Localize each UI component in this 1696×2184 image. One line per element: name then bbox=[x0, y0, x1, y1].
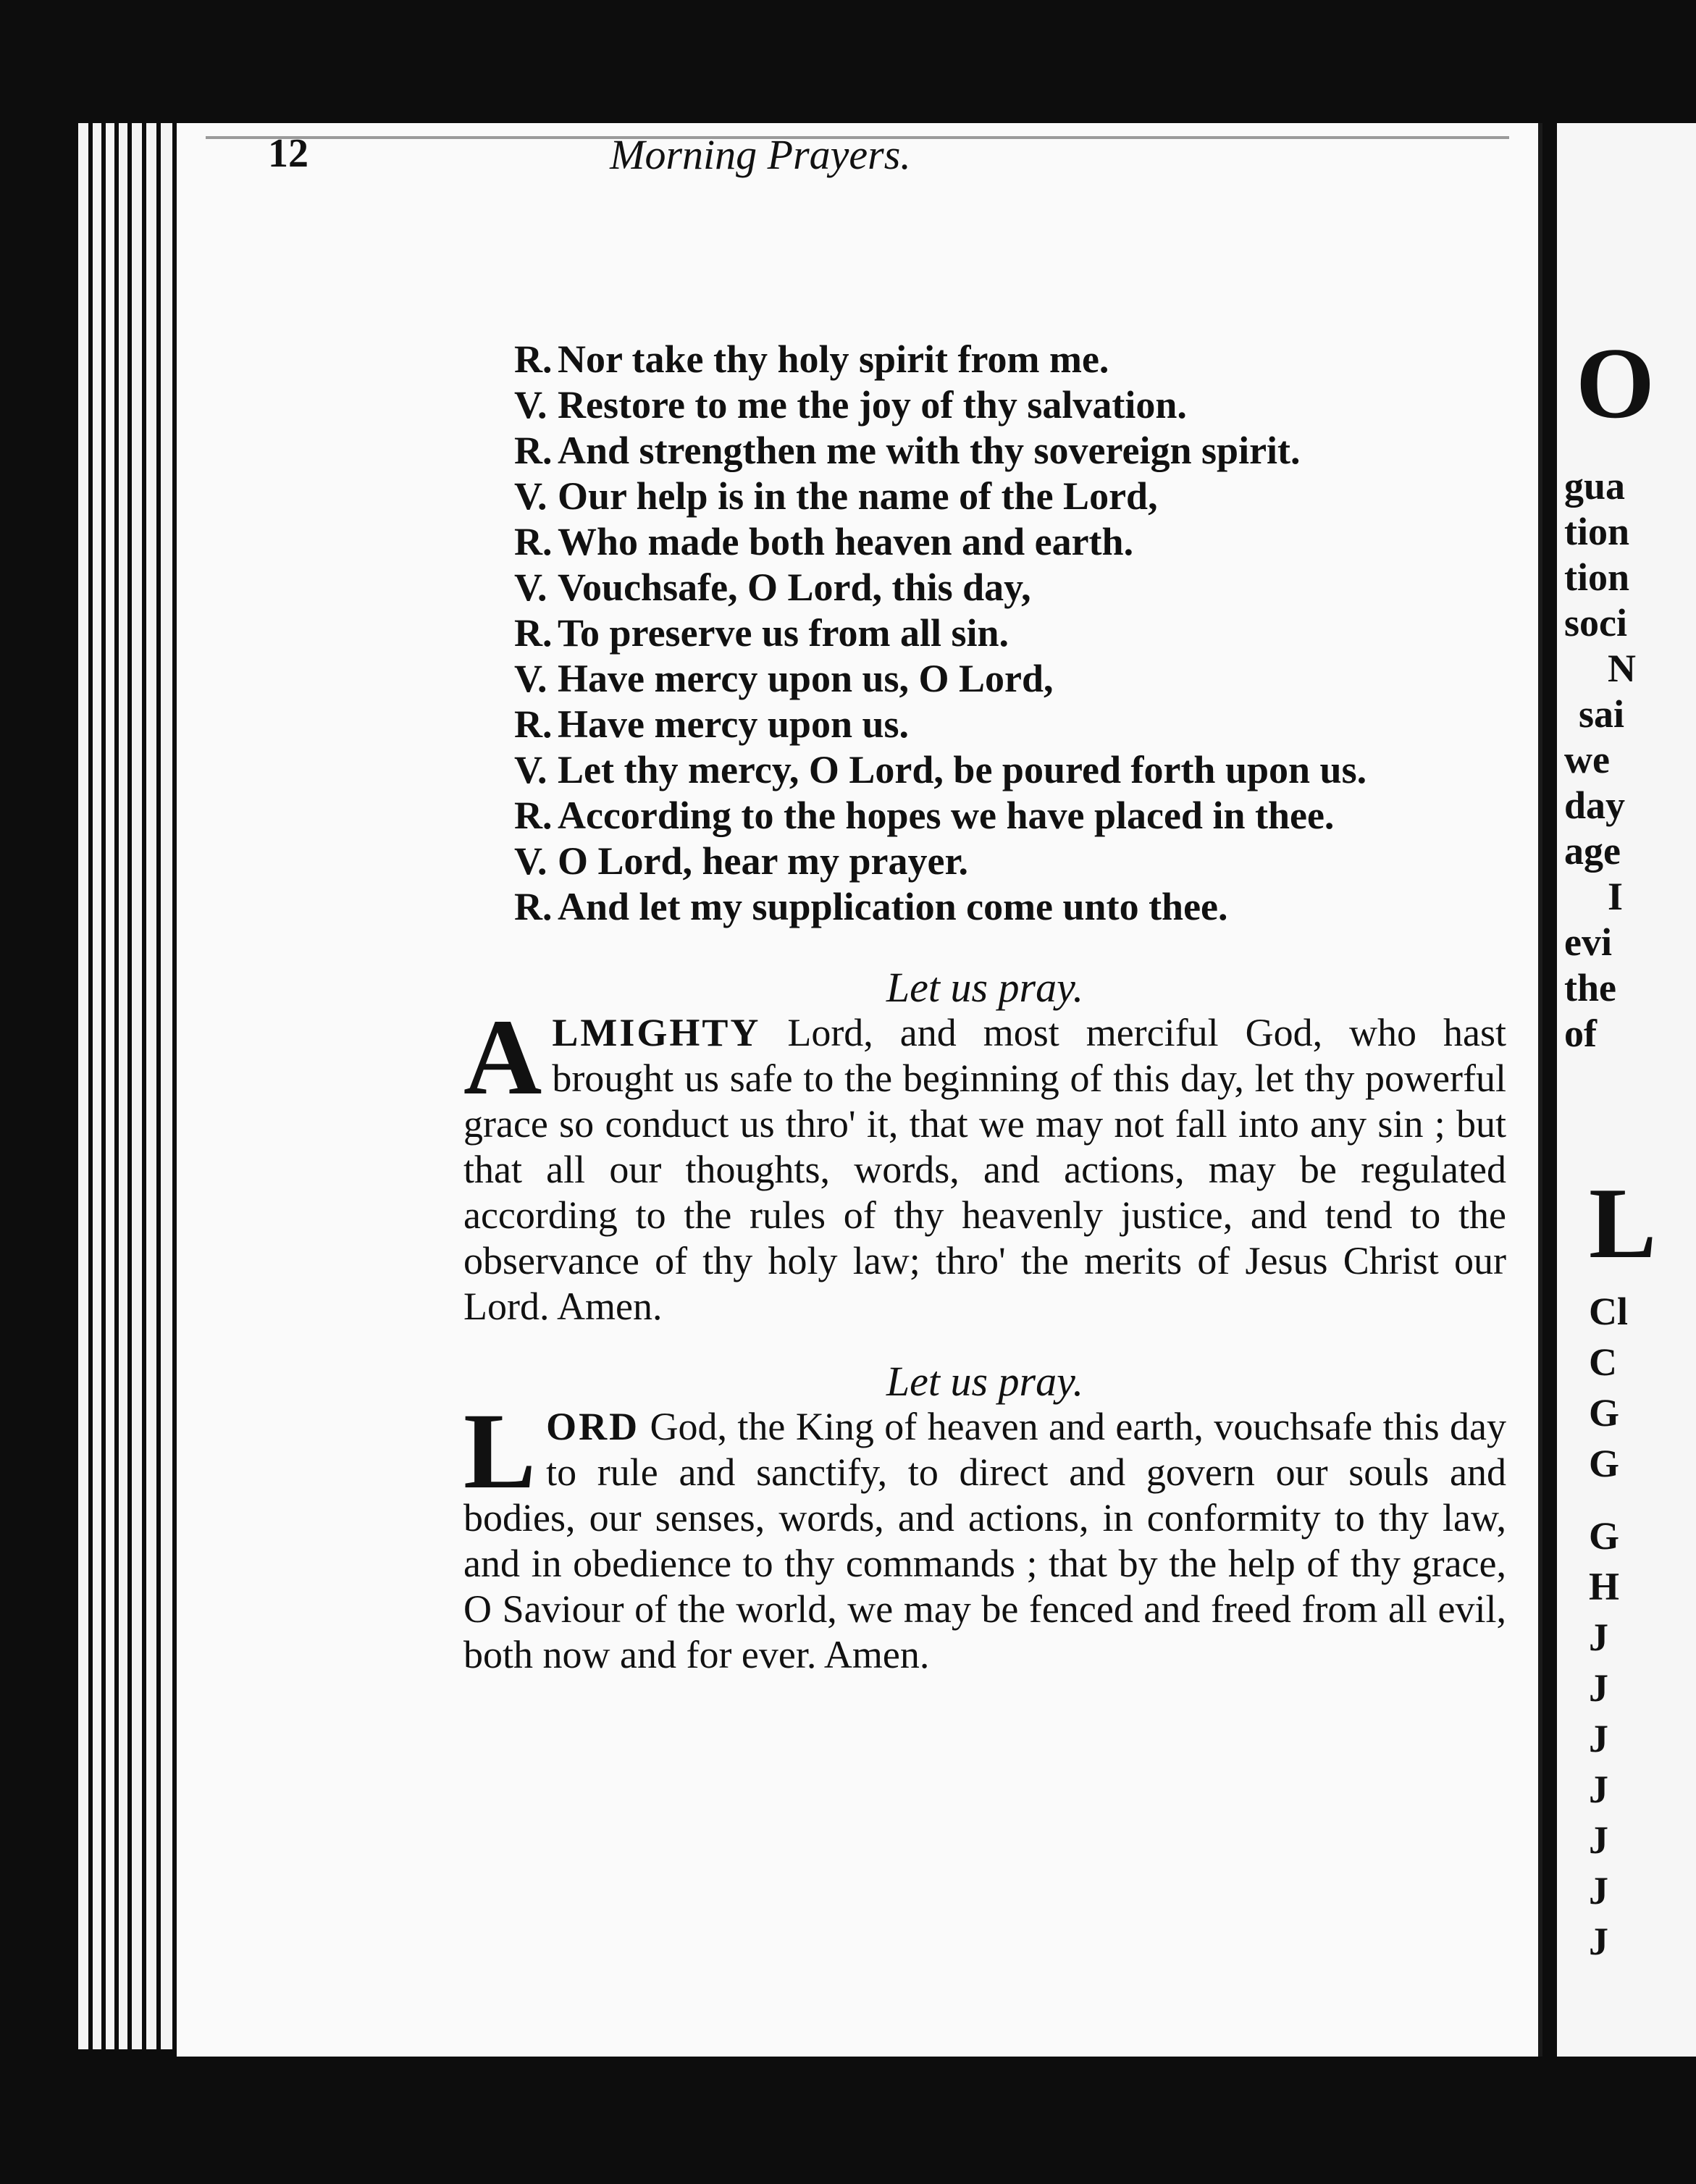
versicle-mark: R. bbox=[514, 520, 553, 563]
page-edge bbox=[146, 123, 156, 2049]
versicle-mark: R. bbox=[514, 794, 553, 837]
drop-cap: L bbox=[1589, 1167, 1657, 1280]
prayer-heading: Let us pray. bbox=[886, 964, 1084, 1011]
page-number: 12 bbox=[268, 131, 308, 176]
running-head: Morning Prayers. bbox=[610, 131, 911, 178]
versicle-mark: V. bbox=[514, 657, 547, 700]
prayer-lead-word: LMIGHTY bbox=[552, 1011, 761, 1054]
drop-cap: L bbox=[463, 1391, 537, 1511]
versicle-text: To preserve us from all sin. bbox=[558, 611, 1009, 655]
versicle-mark: R. bbox=[514, 702, 553, 746]
line-fragment: of bbox=[1564, 1012, 1597, 1055]
list-fragment: G bbox=[1589, 1514, 1620, 1558]
page-edge bbox=[106, 123, 114, 2049]
line-fragment: N bbox=[1608, 647, 1636, 690]
prayer-paragraph bbox=[463, 997, 1506, 1330]
versicle bbox=[463, 702, 1506, 747]
versicle bbox=[463, 428, 1506, 474]
versicle bbox=[463, 656, 1506, 702]
versicle-text: Have mercy upon us. bbox=[558, 702, 910, 746]
versicle-text: And strengthen me with thy sovereign spirit. bbox=[558, 429, 1301, 472]
versicle-text: Have mercy upon us, O Lord, bbox=[558, 657, 1054, 700]
page-header bbox=[268, 130, 1253, 196]
list-fragment: J bbox=[1589, 1666, 1608, 1710]
versicle-text: Restore to me the joy of thy salvation. bbox=[558, 383, 1187, 427]
prayer-text: God, the King of heaven and earth, vouchsafe this day to rule and sanctify, to direct and govern our souls and bodies, our senses, words, and actions, in conformity to thy law, and in obedience to thy commands ; that by the help of thy grace, O Saviour of the world, we may be fenced and freed from all evil, both now and for ever. Amen. bbox=[463, 1405, 1506, 1676]
versicle-text: O Lord, hear my prayer. bbox=[558, 839, 968, 883]
drop-cap: A bbox=[463, 997, 542, 1117]
versicle-mark: V. bbox=[514, 474, 547, 518]
versicle-mark: R. bbox=[514, 885, 553, 928]
line-fragment: gua bbox=[1564, 464, 1626, 508]
line-fragment: the bbox=[1564, 966, 1616, 1009]
versicle-mark: V. bbox=[514, 748, 547, 791]
versicle bbox=[463, 382, 1506, 428]
versicle-text: And let my supplication come unto thee. bbox=[558, 885, 1228, 928]
versicle-mark: V. bbox=[514, 383, 547, 427]
line-fragment: day bbox=[1564, 784, 1626, 827]
versicle-list bbox=[463, 337, 1506, 930]
line-fragment: soci bbox=[1564, 601, 1627, 644]
list-fragment: C bbox=[1589, 1340, 1617, 1384]
prayer-paragraph bbox=[463, 1391, 1506, 1678]
versicle-text: Vouchsafe, O Lord, this day, bbox=[558, 566, 1031, 609]
versicle-text: Let thy mercy, O Lord, be poured forth upon us. bbox=[558, 748, 1367, 791]
list-fragment: J bbox=[1589, 1920, 1608, 1963]
versicle bbox=[463, 337, 1506, 382]
versicle-mark: V. bbox=[514, 566, 547, 609]
page-edge bbox=[132, 123, 142, 2049]
drop-cap: O bbox=[1576, 327, 1655, 440]
list-fragment: G bbox=[1589, 1391, 1620, 1435]
versicle bbox=[463, 839, 1506, 884]
versicle-text: Who made both heaven and earth. bbox=[558, 520, 1134, 563]
prayer-lead-word: ORD bbox=[546, 1405, 640, 1448]
versicle-mark: R. bbox=[514, 429, 553, 472]
list-fragment: Cl bbox=[1589, 1290, 1628, 1333]
versicle bbox=[463, 519, 1506, 565]
list-fragment: H bbox=[1589, 1565, 1620, 1608]
line-fragment: evi bbox=[1564, 920, 1612, 964]
page-edge bbox=[78, 123, 88, 2049]
versicle bbox=[463, 747, 1506, 793]
versicle-text: According to the hopes we have placed in thee. bbox=[558, 794, 1335, 837]
versicle-mark: R. bbox=[514, 611, 553, 655]
versicle-mark: R. bbox=[514, 337, 553, 381]
list-fragment: G bbox=[1589, 1442, 1620, 1485]
page-body bbox=[463, 337, 1506, 1678]
versicle bbox=[463, 884, 1506, 930]
list-fragment: J bbox=[1589, 1768, 1608, 1811]
page-edge bbox=[119, 123, 127, 2049]
versicle-mark: V. bbox=[514, 839, 547, 883]
versicle bbox=[463, 474, 1506, 519]
prayer-text: Lord, and most merciful God, who hast brought us safe to the beginning of this day, let thy powerful grace so conduct us thro' it, that we may not fall into any sin ; but that all our thoughts, words, and actions, may be regulated according to the rules of thy heavenly justice, and tend to the observance of thy holy law; thro' the merits of Jesus Christ our Lord. Amen. bbox=[463, 1011, 1506, 1328]
line-fragment: I bbox=[1608, 875, 1624, 918]
versicle bbox=[463, 610, 1506, 656]
list-fragment: J bbox=[1589, 1869, 1608, 1912]
versicle-text: Our help is in the name of the Lord, bbox=[558, 474, 1158, 518]
line-fragment: we bbox=[1564, 738, 1610, 781]
line-fragment: tion bbox=[1564, 555, 1630, 599]
list-fragment: J bbox=[1589, 1717, 1608, 1760]
versicle bbox=[463, 793, 1506, 839]
right-page bbox=[1557, 123, 1696, 2057]
line-fragment: sai bbox=[1579, 692, 1625, 736]
list-fragment: J bbox=[1589, 1616, 1608, 1659]
prayer-heading: Let us pray. bbox=[886, 1358, 1084, 1405]
list-fragment: J bbox=[1589, 1818, 1608, 1862]
line-fragment: tion bbox=[1564, 510, 1630, 553]
versicle-text: Nor take thy holy spirit from me. bbox=[558, 337, 1109, 381]
line-fragment: age bbox=[1564, 829, 1621, 873]
versicle bbox=[463, 565, 1506, 610]
page-edge bbox=[93, 123, 101, 2049]
page-edge bbox=[161, 123, 172, 2049]
